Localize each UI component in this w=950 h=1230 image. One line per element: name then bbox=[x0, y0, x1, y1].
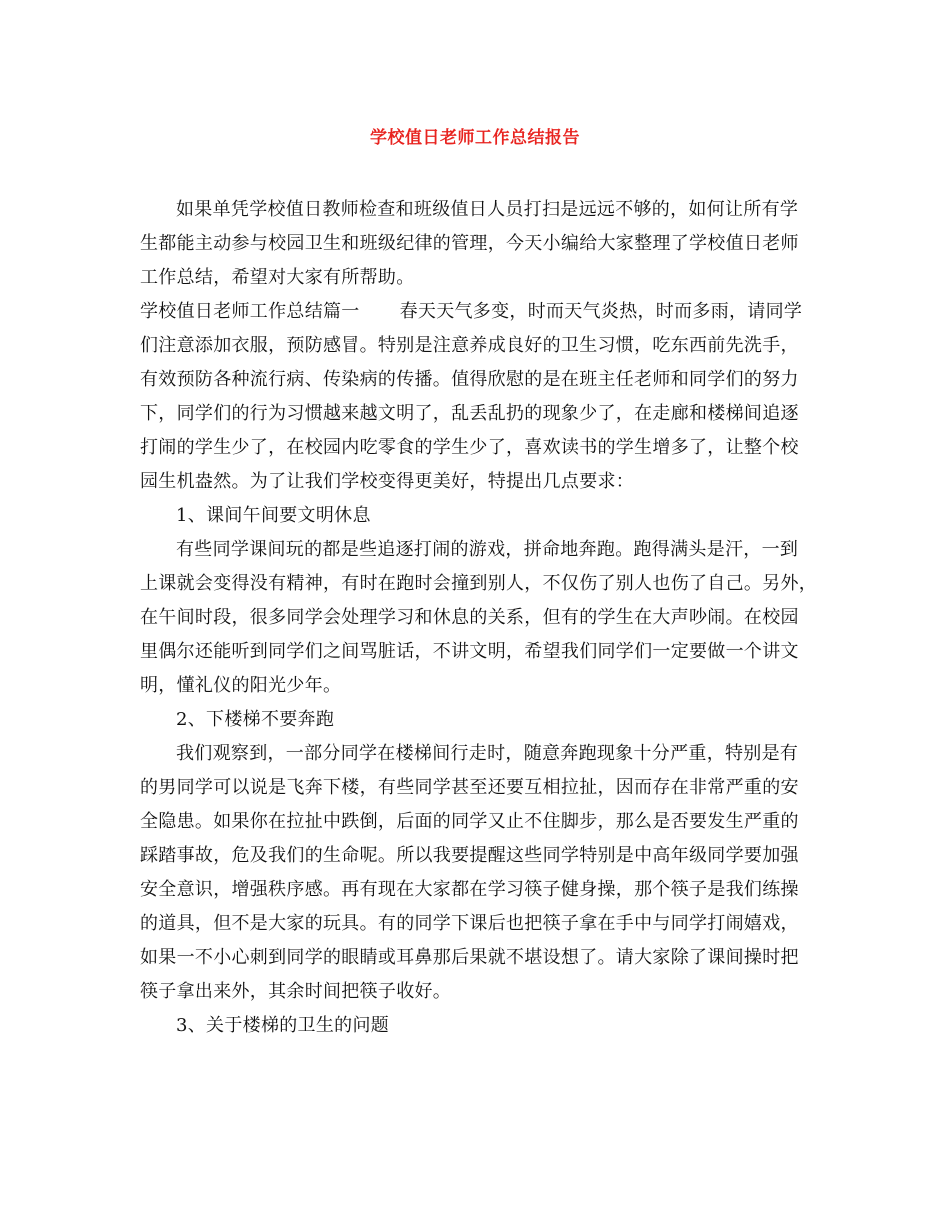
paragraph-line: 们注意添加衣服，预防感冒。特别是注意养成良好的卫生习惯，吃东西前先洗手， bbox=[140, 335, 799, 356]
paragraph-line: 园生机盎然。为了让我们学校变得更美好，特提出几点要求： bbox=[140, 471, 635, 492]
paragraph-line: 的男同学可以说是飞奔下楼，有些同学甚至还要互相拉扯，因而存在非常严重的安 bbox=[140, 777, 799, 798]
paragraph-line: 下，同学们的行为习惯越来越文明了，乱丢乱扔的现象少了，在走廊和楼梯间追逐 bbox=[140, 403, 799, 424]
section-heading: 学校值日老师工作总结篇一 bbox=[140, 301, 360, 322]
paragraph-line: 如果一不小心刺到同学的眼睛或耳鼻那后果就不堪设想了。请大家除了课间操时把 bbox=[140, 947, 799, 968]
paragraph-line: 工作总结，希望对大家有所帮助。 bbox=[140, 267, 415, 288]
numbered-heading: 3、关于楼梯的卫生的问题 bbox=[176, 1015, 390, 1036]
paragraph-line: 春天天气多变，时而天气炎热，时而多雨，请同学 bbox=[399, 301, 803, 322]
document-title: 学校值日老师工作总结报告 bbox=[370, 128, 580, 148]
document-body bbox=[140, 193, 820, 1043]
paragraph-line: 全隐患。如果你在拉扯中跌倒，后面的同学又止不住脚步，那么是否要发生严重的 bbox=[140, 811, 799, 832]
paragraph-line: 里偶尔还能听到同学们之间骂脏话，不讲文明，希望我们同学们一定要做一个讲文 bbox=[140, 641, 799, 662]
paragraph-line: 明，懂礼仪的阳光少年。 bbox=[140, 675, 342, 696]
paragraph-line: 踩踏事故，危及我们的生命呢。所以我要提醒这些同学特别是中高年级同学要加强 bbox=[140, 845, 799, 866]
numbered-heading: 1、课间午间要文明休息 bbox=[176, 505, 371, 526]
paragraph-line: 在午间时段，很多同学会处理学习和休息的关系，但有的学生在大声吵闹。在校园 bbox=[140, 607, 799, 628]
paragraph-line: 筷子拿出来外，其余时间把筷子收好。 bbox=[140, 981, 452, 1002]
paragraph-line: 安全意识，增强秩序感。再有现在大家都在学习筷子健身操，那个筷子是我们练操 bbox=[140, 879, 799, 900]
paragraph-line: 打闹的学生少了，在校园内吃零食的学生少了，喜欢读书的学生增多了，让整个校 bbox=[140, 437, 799, 458]
paragraph-line: 生都能主动参与校园卫生和班级纪律的管理，今天小编给大家整理了学校值日老师 bbox=[140, 233, 799, 254]
paragraph-line: 我们观察到，一部分同学在楼梯间行走时，随意奔跑现象十分严重，特别是有 bbox=[176, 743, 799, 764]
paragraph-line: 有效预防各种流行病、传染病的传播。值得欣慰的是在班主任老师和同学们的努力 bbox=[140, 369, 799, 390]
paragraph-line: 的道具，但不是大家的玩具。有的同学下课后也把筷子拿在手中与同学打闹嬉戏， bbox=[140, 913, 799, 934]
paragraph-line: 有些同学课间玩的都是些追逐打闹的游戏，拼命地奔跑。跑得满头是汗，一到 bbox=[176, 539, 799, 560]
numbered-heading: 2、下楼梯不要奔跑 bbox=[176, 709, 335, 730]
paragraph-line: 上课就会变得没有精神，有时在跑时会撞到别人，不仅伤了别人也伤了自己。另外， bbox=[140, 573, 818, 594]
section-heading-line bbox=[140, 295, 820, 329]
paragraph-line: 如果单凭学校值日教师检查和班级值日人员打扫是远远不够的，如何让所有学 bbox=[176, 199, 799, 220]
